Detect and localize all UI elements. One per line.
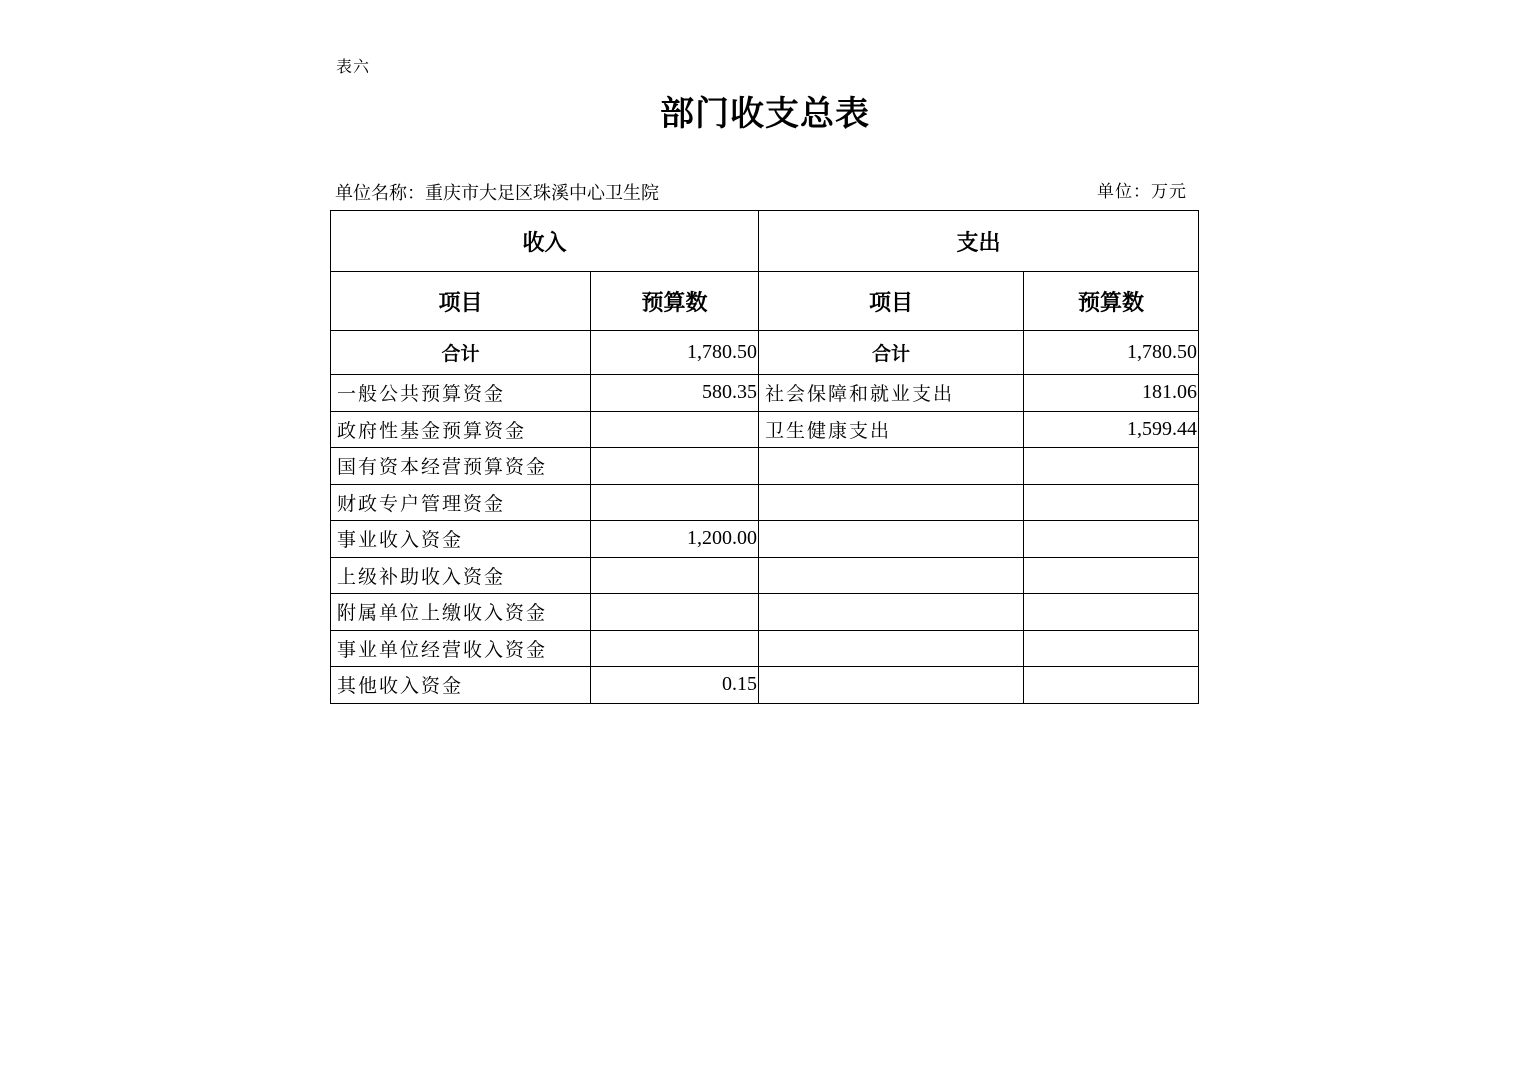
expense-value <box>1024 484 1199 521</box>
income-total-value: 1,780.50 <box>591 331 759 375</box>
currency-unit: 单位：万元 <box>1097 182 1187 202</box>
budget-table <box>330 210 1199 704</box>
expense-value <box>1024 521 1199 558</box>
income-value <box>591 411 759 448</box>
expense-item <box>759 557 1024 594</box>
expense-item <box>759 484 1024 521</box>
expense-value: 181.06 <box>1024 375 1199 412</box>
income-item: 事业收入资金 <box>331 521 591 558</box>
income-item: 其他收入资金 <box>331 667 591 704</box>
expense-item-header: 项目 <box>759 272 1024 331</box>
expense-item: 社会保障和就业支出 <box>759 375 1024 412</box>
expense-value <box>1024 557 1199 594</box>
income-item-header: 项目 <box>331 272 591 331</box>
income-total-label: 合计 <box>331 331 591 375</box>
expense-item <box>759 594 1024 631</box>
table-row <box>331 667 1199 704</box>
table-row <box>331 594 1199 631</box>
income-item: 事业单位经营收入资金 <box>331 630 591 667</box>
table-row <box>331 375 1199 412</box>
section-header-row <box>331 211 1199 272</box>
income-item: 国有资本经营预算资金 <box>331 448 591 485</box>
income-item: 财政专户管理资金 <box>331 484 591 521</box>
table-number: 表六 <box>336 57 371 76</box>
expense-item: 卫生健康支出 <box>759 411 1024 448</box>
expense-value <box>1024 630 1199 667</box>
table-row <box>331 411 1199 448</box>
table-row <box>331 521 1199 558</box>
expense-item <box>759 448 1024 485</box>
income-value <box>591 630 759 667</box>
expense-item <box>759 521 1024 558</box>
table-row <box>331 630 1199 667</box>
expense-value: 1,599.44 <box>1024 411 1199 448</box>
expense-value <box>1024 667 1199 704</box>
expense-item <box>759 667 1024 704</box>
income-item: 一般公共预算资金 <box>331 375 591 412</box>
income-item: 政府性基金预算资金 <box>331 411 591 448</box>
expense-header: 支出 <box>759 211 1199 272</box>
column-header-row <box>331 272 1199 331</box>
expense-value <box>1024 594 1199 631</box>
total-row <box>331 331 1199 375</box>
expense-item <box>759 630 1024 667</box>
expense-budget-header: 预算数 <box>1024 272 1199 331</box>
page-title: 部门收支总表 <box>660 94 870 134</box>
income-value <box>591 557 759 594</box>
income-item: 上级补助收入资金 <box>331 557 591 594</box>
table-row <box>331 448 1199 485</box>
table-row <box>331 557 1199 594</box>
income-value: 1,200.00 <box>591 521 759 558</box>
income-value: 580.35 <box>591 375 759 412</box>
income-value <box>591 594 759 631</box>
income-value <box>591 448 759 485</box>
expense-value <box>1024 448 1199 485</box>
income-item: 附属单位上缴收入资金 <box>331 594 591 631</box>
expense-total-label: 合计 <box>759 331 1024 375</box>
unit-name: 单位名称：重庆市大足区珠溪中心卫生院 <box>335 183 659 204</box>
income-value <box>591 484 759 521</box>
income-budget-header: 预算数 <box>591 272 759 331</box>
income-header: 收入 <box>331 211 759 272</box>
table-row <box>331 484 1199 521</box>
expense-total-value: 1,780.50 <box>1024 331 1199 375</box>
income-value: 0.15 <box>591 667 759 704</box>
